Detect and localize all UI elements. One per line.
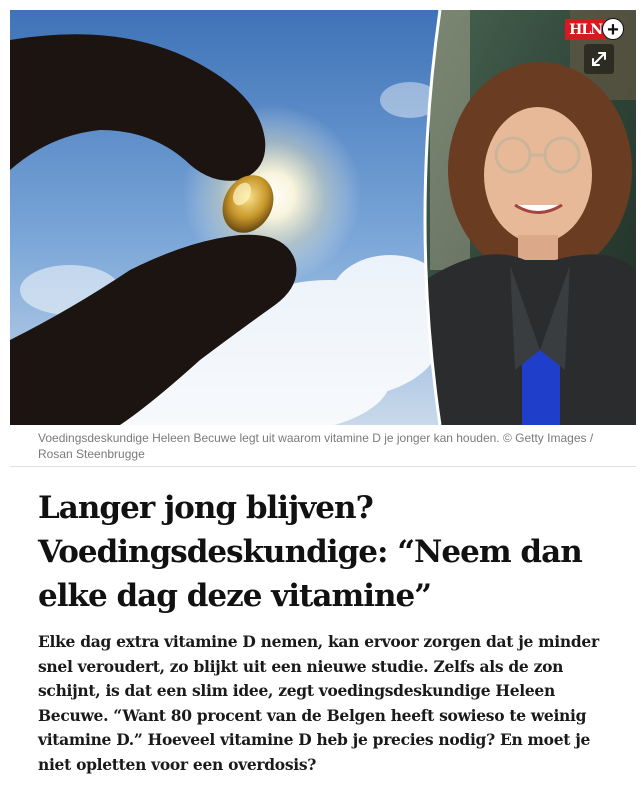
hero-collage <box>10 10 636 425</box>
image-caption: Voedingsdeskundige Heleen Becuwe legt uit waarom vitamine D je jonger kan houden. © Getty Images / Rosan Steenbrugge <box>38 431 594 461</box>
plus-icon: + <box>602 18 624 40</box>
article-headline: Langer jong blijven? Voedingsdeskundige: “Neem dan elke dag deze vitamine” <box>38 490 582 614</box>
hero-image[interactable] <box>10 10 636 425</box>
brand-logo <box>565 18 624 40</box>
expand-button[interactable] <box>584 44 614 74</box>
caption-divider <box>10 466 636 467</box>
brand-logo-text: HLN <box>565 19 606 40</box>
expand-arrows-icon <box>590 50 608 68</box>
article-lead: Elke dag extra vitamine D nemen, kan ervoor zorgen dat je minder snel veroudert, zo blijkt uit een nieuwe studie. Zelfs als de zon schijnt, is dat een slim idee, zegt voedingsdeskundige Heleen Becuwe. “Want 80 procent van de Belgen heeft sowieso te weinig vitamine D.” Hoeveel vitamine D heb je precies nodig? En moet je niet opletten voor een overdosis? <box>38 632 599 774</box>
